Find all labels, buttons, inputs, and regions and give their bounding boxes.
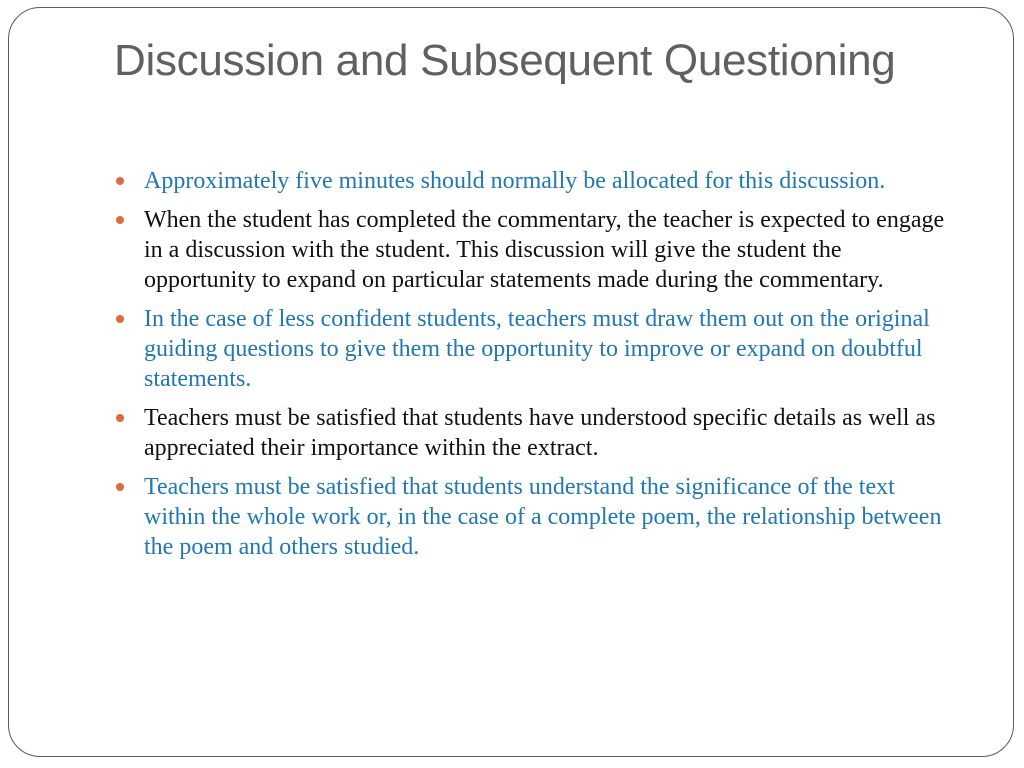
- bullet-item: [144, 205, 956, 295]
- bullet-text: Teachers must be satisfied that students have understood specific details as well as appreciated their importance within the extract.: [144, 405, 936, 461]
- bullet-dot-icon: [116, 216, 124, 224]
- bullet-list: [144, 166, 956, 571]
- bullet-dot-icon: [116, 483, 124, 491]
- bullet-text: When the student has completed the commentary, the teacher is expected to engage in a discussion with the student. This discussion will give the student the opportunity to expand on particular statements made during the commentary.: [144, 207, 945, 293]
- bullet-item: [144, 472, 956, 562]
- bullet-dot-icon: [116, 177, 124, 185]
- bullet-text: Teachers must be satisfied that students understand the significance of the text within the whole work or, in the case of a complete poem, the relationship between the poem and others studied.: [144, 474, 942, 560]
- bullet-item: [144, 403, 956, 463]
- bullet-item: [144, 166, 956, 196]
- bullet-dot-icon: [116, 414, 124, 422]
- bullet-dot-icon: [116, 315, 124, 323]
- slide-title: Discussion and Subsequent Questioning: [114, 36, 896, 85]
- bullet-text: In the case of less confident students, teachers must draw them out on the original guiding questions to give them the opportunity to improve or expand on doubtful statements.: [144, 306, 930, 392]
- bullet-text: Approximately five minutes should normally be allocated for this discussion.: [144, 168, 886, 194]
- bullet-item: [144, 304, 956, 394]
